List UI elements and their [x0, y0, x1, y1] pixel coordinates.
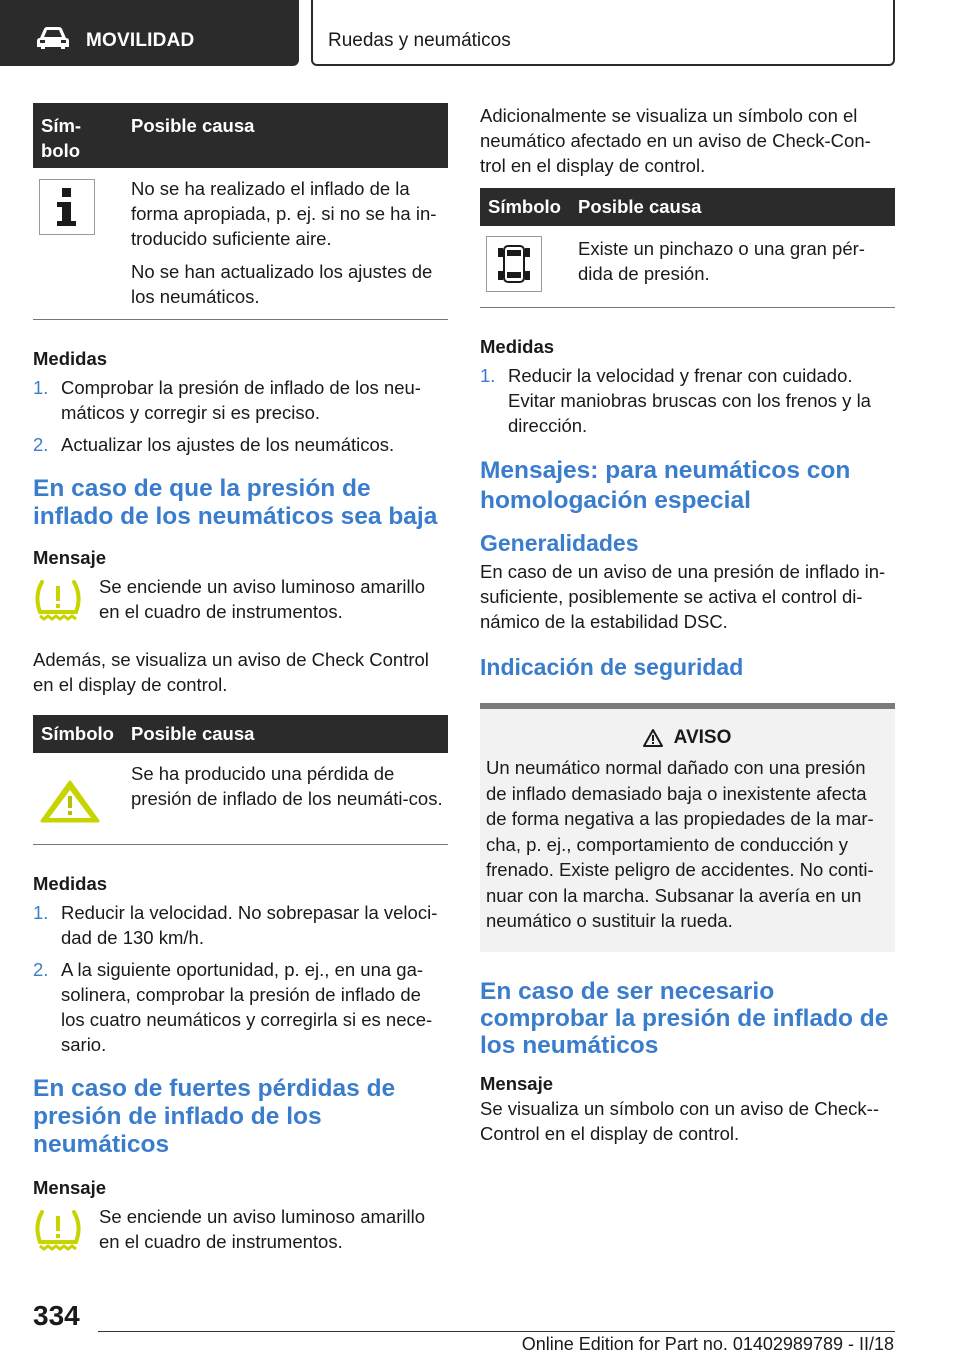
table-row	[480, 226, 895, 307]
heading-special-tires: Mensajes: para neumáticos con homologación especial	[480, 457, 851, 514]
mensaje-title: Mensaje	[33, 1177, 107, 1198]
mensaje-text: Se enciende un aviso luminoso amarillo en el cuadro de instrumentos.	[99, 1206, 425, 1252]
right-column	[480, 103, 895, 1146]
info-cause-table	[33, 103, 448, 320]
warning-title: AVISO	[673, 727, 732, 748]
page-header	[0, 0, 960, 66]
table-row	[33, 168, 448, 319]
heading-check-pressure: En caso de ser necesario comprobar la presión de inflado de los neumáticos	[480, 977, 889, 1059]
table-header	[33, 715, 448, 753]
tire-pressure-warning-icon	[33, 1208, 83, 1252]
mensaje-text: Se visualiza un símbolo con un aviso de Check‐-Control en el display de control.	[480, 1097, 879, 1144]
warning-cause-table	[33, 715, 448, 845]
table-header	[480, 188, 895, 226]
medidas-list	[480, 363, 895, 438]
medidas-title: Medidas	[33, 348, 108, 369]
table-row	[33, 753, 448, 844]
footer-divider	[98, 1331, 895, 1332]
mensaje-row	[33, 574, 448, 627]
warning-triangle-icon	[39, 779, 101, 825]
medidas-section	[33, 871, 448, 1057]
medidas-section	[480, 334, 895, 438]
warning-text: Un neumático normal dañado con una presión de inflado demasiado baja o inexistente afecta de forma negativa a las propiedades de la mar‐cha, p. ej., comportamiento de conducción y frenado. Existe peligro de accidentes. No conti‐nuar con la marcha. Subsanar la avería en un neumático o sustituir la rueda.	[486, 757, 874, 931]
car-icon	[36, 26, 70, 50]
table-header-cause: Posible causa	[131, 115, 255, 136]
cause-text: Existe un pinchazo o una gran pér‐dida de presión.	[578, 238, 865, 284]
table-header	[33, 103, 448, 168]
medidas-title: Medidas	[480, 336, 555, 357]
medidas-list	[33, 900, 448, 1057]
section-title: MOVILIDAD	[86, 30, 195, 51]
list-item: 1. Reducir la velocidad. No sobrepasar la veloci‐dad de 130 km/h.	[33, 902, 438, 948]
warning-box	[480, 703, 895, 952]
generalidades-text: En caso de un aviso de una presión de inflado in‐suficiente, posiblemente se activa el control di‐námico de la estabilidad DSC.	[480, 561, 886, 632]
heading-strong-loss: En caso de fuertes pérdidas de presión de inflado de los neumáticos	[33, 1075, 396, 1158]
tire-pressure-warning-icon	[33, 578, 83, 622]
mensaje-title: Mensaje	[33, 547, 107, 568]
mensaje-title: Mensaje	[480, 1072, 554, 1094]
table-header-cause: Posible causa	[578, 196, 702, 217]
chapter-title: Ruedas y neumáticos	[328, 30, 511, 51]
medidas-list	[33, 375, 448, 457]
cause-text: Se ha producido una pérdida de presión de inflado de los neumáti‐cos.	[131, 763, 443, 809]
table-header-symbol: Símbolo	[488, 196, 561, 217]
edition-text: Online Edition for Part no. 01402989789 - II/18	[521, 1334, 894, 1354]
heading-low-pressure: En caso de que la presión de inflado de los neumáticos sea baja	[33, 475, 438, 530]
cause-text: No se han actualizado los ajustes de los neumáticos.	[131, 261, 433, 307]
intro-text: Adicionalmente se visualiza un símbolo con el neumático afectado en un aviso de Check-Con‐trol en el display de control.	[480, 105, 871, 176]
list-item: 2. Actualizar los ajustes de los neumáticos.	[33, 434, 395, 455]
chapter-tab	[311, 0, 895, 66]
section-tab	[0, 0, 299, 66]
medidas-section	[33, 346, 448, 457]
list-item: 1. Comprobar la presión de inflado de los neu‐máticos y corregir si es preciso.	[33, 377, 421, 423]
mensaje-text: Se enciende un aviso luminoso amarillo en el cuadro de instrumentos.	[99, 576, 425, 622]
list-item: 1. Reducir la velocidad y frenar con cuidado. Evitar maniobras bruscas con los frenos y la dirección.	[480, 365, 871, 436]
ademas-text: Además, se visualiza un aviso de Check Control en el display de control.	[33, 649, 429, 695]
info-icon	[39, 179, 95, 235]
medidas-title: Medidas	[33, 873, 108, 894]
warning-triangle-icon	[642, 728, 664, 748]
flat-tire-table	[480, 188, 895, 308]
car-tire-position-icon	[486, 236, 542, 292]
mensaje-row	[33, 1204, 448, 1257]
seguridad-title: Indicación de seguridad	[480, 654, 744, 680]
table-header-symbol: Símbolo	[41, 723, 114, 744]
generalidades-title: Generalidades	[480, 530, 639, 556]
page-number: 334	[33, 1300, 80, 1331]
list-item: 2. A la siguiente oportunidad, p. ej., en una ga‐solinera, comprobar la presión de inflado de los cuatro neumáticos y corregirla si es nece‐sario.	[33, 959, 433, 1055]
cause-text: No se ha realizado el inflado de la forma apropiada, p. ej. si no se ha in‐troducido suficiente aire.	[131, 178, 437, 249]
table-header-cause: Posible causa	[131, 723, 255, 744]
table-header-symbol: Sím‐ bolo	[41, 115, 82, 161]
left-column	[33, 103, 448, 1257]
